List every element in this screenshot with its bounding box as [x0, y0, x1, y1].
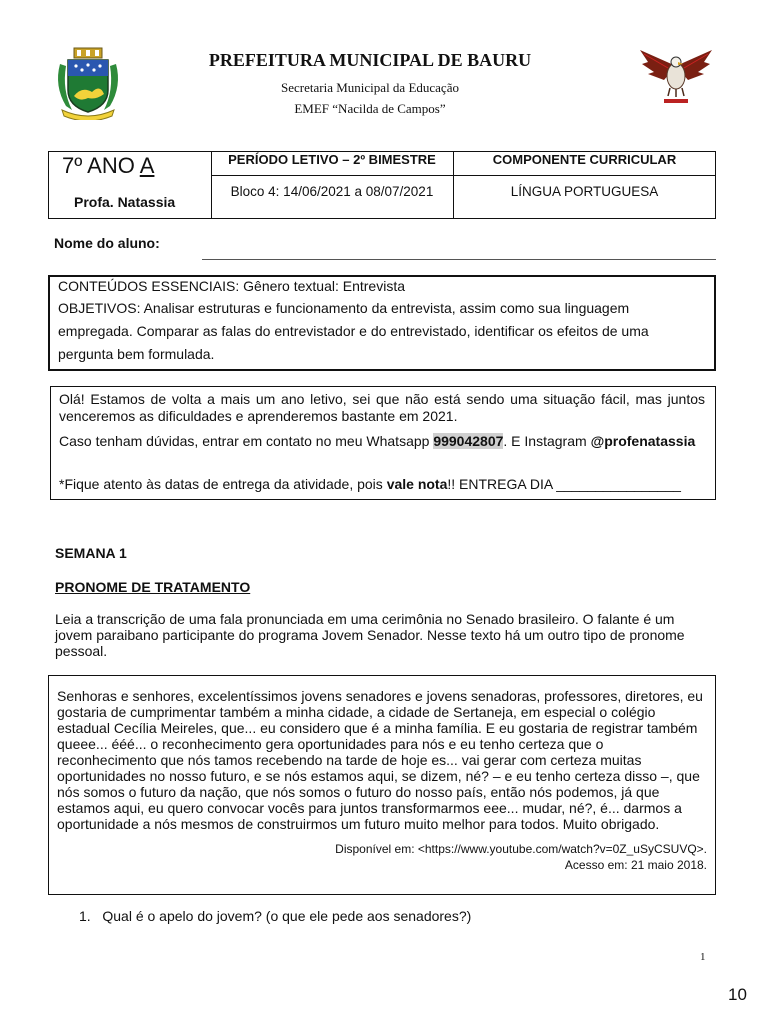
contact-prefix: Caso tenham dúvidas, entrar em contato no meu Whatsapp [59, 433, 434, 449]
essential-contents-box [48, 275, 716, 371]
document-page-number: 10 [728, 985, 747, 1004]
note-bold: vale nota [386, 476, 448, 492]
question-text: Qual é o apelo do jovem? (o que ele pede aos senadores?) [102, 908, 472, 924]
page-number: 1 [700, 951, 706, 963]
student-name-label: Nome do aluno: [54, 235, 160, 251]
week-heading: SEMANA 1 [55, 545, 127, 561]
speech-transcript: Senhoras e senhores, excelentíssimos jovens senadores e jovens senadoras, professores, diretores, eu gostaria de cumprimentar também a minha cidade, a cidade de Sertaneja, em especial o colégio estadual Cecília Meireles, que... eu considero que é a minha família. E eu gostaria de registrar também queee... ééé... o reconhecimento gera oportunidades para nós e eu tenho certeza que o reconhecimento que nós tamos recebendo na tarde de hoje es... vai gerar com certeza muitas oportunidades no nosso futuro, e se nós estamos aqui, se dizem, né? – e eu tenho certeza disso –, que nós somos o futuro da nação, que nós somos o futuro do nosso país, então nós podemos, já que estamos aqui, eu quero convocar vocês para juntos transformarmos eee... mudar, né?, é... darmos a oportunidade a nós mesmos de construirmos um futuro muito melhor para todos. Muito obrigado. [57, 688, 703, 832]
contents-line: CONTEÚDOS ESSENCIAIS: Gênero textual: Entrevista [58, 278, 406, 294]
teacher-name: Profa. Natassia [74, 194, 176, 210]
school-name: EMEF “Nacilda de Campos” [294, 101, 446, 116]
source-citation [335, 841, 707, 873]
objectives-line: OBJETIVOS: Analisar estruturas e funcionamento da entrevista, assim como sua linguagem [58, 300, 630, 316]
whatsapp-number: 999042807 [433, 433, 504, 449]
objectives-line: empregada. Comparar as falas do entrevistador e do entrevistado, identificar os efeitos de uma [58, 323, 649, 339]
contact-middle: . E Instagram [503, 433, 591, 449]
welcome-message-box [50, 386, 716, 500]
speech-transcript-box [48, 675, 716, 895]
period-cell [211, 152, 454, 218]
access-date: Acesso em: 21 maio 2018. [564, 858, 707, 872]
deadline-note [59, 476, 705, 493]
component-label: COMPONENTE CURRICULAR [492, 152, 677, 167]
grade-prefix: 7º ANO [62, 153, 140, 178]
grade-label [62, 153, 154, 179]
note-suffix: !! ENTREGA DIA ________________ [447, 476, 681, 492]
class-info-table [48, 151, 716, 219]
component-cell [454, 152, 715, 218]
class-cell [49, 152, 212, 218]
objectives-line: pergunta bem formulada. [58, 346, 215, 362]
contact-text [59, 433, 705, 450]
topic-heading: PRONOME DE TRATAMENTO [55, 579, 251, 595]
greeting-text: Olá! Estamos de volta a mais um ano letivo, sei que não está sendo uma situação fácil, mas juntos venceremos as dificuldades e aprenderemos bastante em 2021. [59, 391, 705, 424]
department-name: Secretaria Municipal da Educação [281, 80, 459, 95]
municipality-title: PREFEITURA MUNICIPAL DE BAURU [208, 50, 532, 70]
student-name-field[interactable] [202, 259, 716, 260]
question-1 [79, 908, 471, 924]
instagram-handle: @profenatassia [590, 433, 696, 449]
component-value: LÍNGUA PORTUGUESA [510, 184, 659, 199]
intro-paragraph: Leia a transcrição de uma fala pronunciada em uma cerimônia no Senado brasileiro. O falante é um jovem paraibano participante do programa Jovem Senador. Nesse texto há um outro tipo de pronome pessoal. [55, 611, 685, 659]
period-value: Bloco 4: 14/06/2021 a 08/07/2021 [230, 184, 434, 199]
table-divider [211, 175, 715, 176]
period-label: PERÍODO LETIVO – 2º BIMESTRE [228, 152, 436, 167]
source-url: Disponível em: <https://www.youtube.com/watch?v=0Z_uSyCSUVQ>. [335, 842, 707, 856]
grade-class: A [139, 153, 155, 178]
question-number: 1. [79, 908, 91, 924]
note-prefix: *Fique atento às datas de entrega da atividade, pois [59, 476, 387, 492]
